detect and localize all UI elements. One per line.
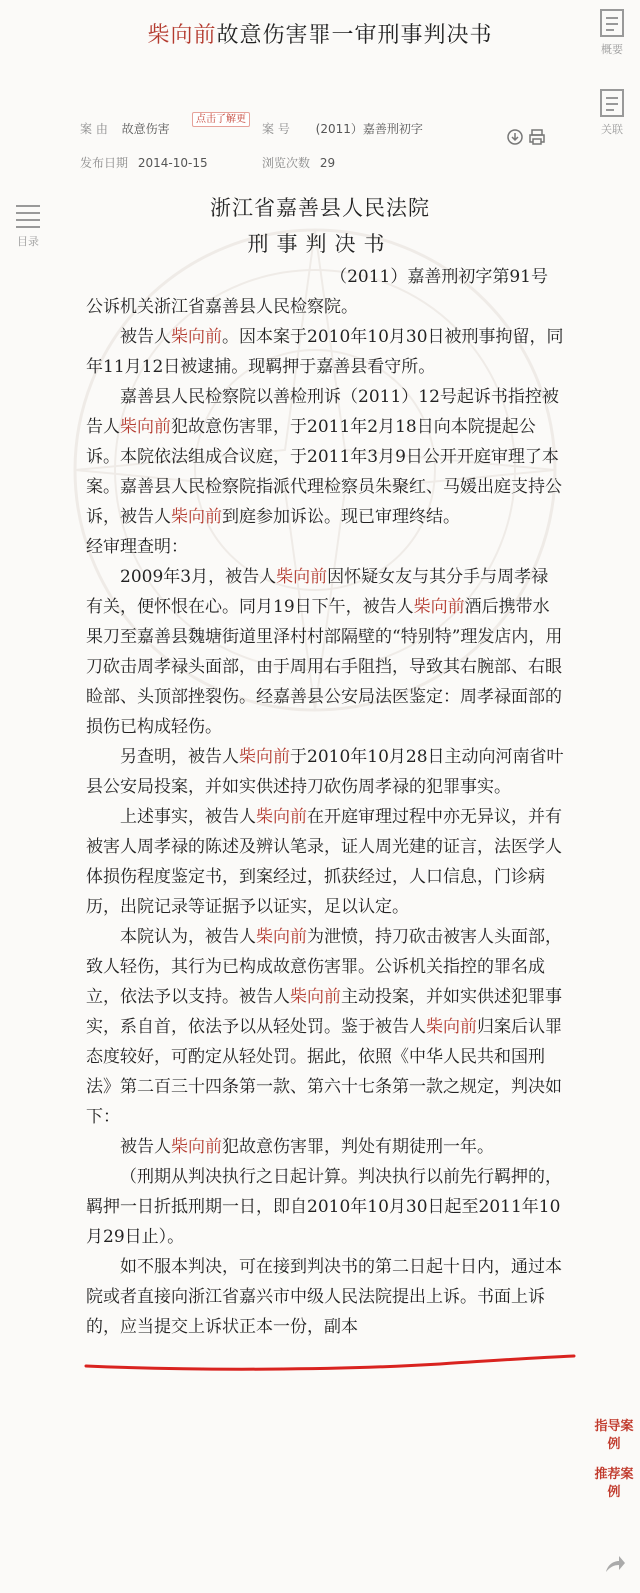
defendant-name: 柴向前: [171, 1137, 222, 1157]
defendant-name: 柴向前: [426, 1017, 477, 1037]
document-icon: [599, 88, 625, 118]
text-span: 嘉善县人民检察院以善检刑诉（2011）12号起诉书指控被告人: [86, 387, 559, 437]
views-row: [262, 154, 335, 171]
evidence-paragraph: [86, 802, 564, 922]
court-name: 浙江省嘉善县人民法院: [210, 196, 430, 220]
text-span: 到庭参加诉讼。现已审理终结。: [222, 507, 460, 527]
caseno-value: (2011）嘉善刑初字: [315, 122, 423, 136]
title-text: 故意伤害罪一审刑事判决书: [216, 23, 493, 48]
cause-tag[interactable]: 点击了解更: [192, 112, 250, 127]
text-span: 被告人: [120, 1137, 171, 1157]
page-title: [0, 18, 640, 49]
summary-button[interactable]: [592, 8, 632, 57]
related-button[interactable]: [592, 88, 632, 137]
prosecutor-paragraph: 公诉机关浙江省嘉善县人民检察院。: [86, 297, 358, 317]
text-span: 另查明，被告人: [120, 747, 239, 767]
text-span: 被告人: [120, 327, 171, 347]
caseno-label: 案 号: [262, 122, 290, 136]
text-span: 为泄愤，持刀砍击被害人头面部，致人轻伤，其行为已构成故意伤害罪。公诉机关指控的罪名成立，依法予以支持。被告人: [86, 927, 562, 1007]
guide-cases-button[interactable]: 指导案例: [594, 1419, 634, 1452]
toc-label: 目录: [17, 235, 39, 248]
caseno-row: [262, 120, 423, 137]
title-defendant-name: 柴向前: [147, 23, 217, 48]
text-span: 归案后认罪态度较好，可酌定从轻处罚。据此，依照《中华人民共和国刑法》第二百三十四条第一款、第六十七条第一款之规定，判决如下：: [86, 1017, 562, 1127]
document-icon: [599, 8, 625, 38]
cause-label: 案 由: [80, 122, 108, 136]
text-span: 于2010年10月28日主动向河南省叶县公安局投案，并如实供述持刀砍伤周孝禄的犯罪事实。: [86, 747, 564, 797]
facts-paragraph: [86, 562, 564, 742]
views-value: 29: [319, 156, 336, 170]
share-icon[interactable]: [604, 1554, 626, 1574]
surrender-paragraph: [86, 742, 564, 802]
sentence-term-paragraph: （刑期从判决执行之日起计算。判决执行以前先行羁押的，羁押一日折抵刑期一日，即自2010年10月30日起至2011年10月29日止）。: [86, 1167, 562, 1247]
text-span: 2009年3月，被告人: [120, 567, 277, 587]
download-icon[interactable]: [506, 128, 524, 146]
text-span: 。因本案于2010年10月30日被刑事拘留，同年11月12日被逮捕。现羁押于嘉善县看守所。: [86, 327, 564, 377]
court-opinion-paragraph: [86, 922, 564, 1132]
text-span: 在开庭审理过程中亦无异议，并有被害人周孝禄的陈述及辨认笔录，证人周光建的证言，法医学人体损伤程度鉴定书，到案经过，抓获经过，人口信息，门诊病历，出院记录等证据予以证实，足以认定。: [86, 807, 562, 917]
text-span: 因怀疑女友与其分手与周孝禄有关，便怀恨在心。同月19日下午，被告人: [86, 567, 549, 617]
findings-heading: 经审理查明：: [86, 537, 188, 557]
defendant-name: 柴向前: [171, 327, 222, 347]
text-span: 酒后携带水果刀至嘉善县魏塘街道里泽村村部隔壁的“特别特”理发店内，用刀砍击周孝禄头面部，由于周用右手阻挡，导致其右腕部、右眼睑部、头顶部挫裂伤。经嘉善县公安局法医鉴定：周孝禄面部的损伤已构成轻伤。: [86, 597, 563, 737]
text-span: 犯故意伤害罪，判处有期徒刑一年。: [222, 1137, 494, 1157]
recommended-cases-button[interactable]: 推荐案例: [594, 1467, 634, 1500]
text-span: 上述事实，被告人: [120, 807, 256, 827]
defendant-name: 柴向前: [276, 567, 328, 587]
verdict-underline-annotation: [80, 1340, 580, 1380]
appeal-paragraph: 如不服本判决，可在接到判决书的第二日起十日内，通过本院或者直接向浙江省嘉兴市中级人民法院提出上诉。书面上诉的，应当提交上诉状正本一份，副本: [86, 1257, 562, 1337]
text-span: 主动投案，并如实供述犯罪事实，系自首，依法予以从轻处罚。鉴于被告人: [86, 987, 562, 1037]
text-span: 本院认为，被告人: [120, 927, 256, 947]
defendant-name: 柴向前: [120, 417, 171, 437]
defendant-name: 柴向前: [171, 507, 222, 527]
defendant-name: 柴向前: [256, 927, 307, 947]
defendant-name: 柴向前: [413, 597, 465, 617]
prosecution-paragraph: [86, 382, 564, 532]
cause-row: [80, 120, 170, 137]
related-label: 关联: [601, 123, 623, 136]
summary-label: 概要: [601, 43, 623, 56]
defendant-name: 柴向前: [239, 747, 290, 767]
verdict-paragraph: [86, 1132, 564, 1162]
cause-value: 故意伤害: [121, 122, 170, 136]
document-type: 刑事判决书: [247, 232, 393, 256]
case-number: （2011）嘉善刑初字第91号: [330, 267, 548, 287]
views-label: 浏览次数: [262, 156, 311, 170]
defendant-name: 柴向前: [290, 987, 341, 1007]
date-label: 发布日期: [80, 156, 129, 170]
text-span: 犯故意伤害罪，于2011年2月18日向本院提起公诉。本院依法组成合议庭，于2011年3月9日公开开庭审理了本案。嘉善县人民检察院指派代理检察员朱聚红、马媛出庭支持公诉，被告人: [86, 417, 562, 527]
defendant-name: 柴向前: [256, 807, 307, 827]
print-icon[interactable]: [528, 128, 546, 146]
date-row: [80, 154, 208, 171]
document-body: [86, 292, 564, 1342]
defendant-paragraph: [86, 322, 564, 382]
date-value: 2014-10-15: [137, 156, 208, 170]
